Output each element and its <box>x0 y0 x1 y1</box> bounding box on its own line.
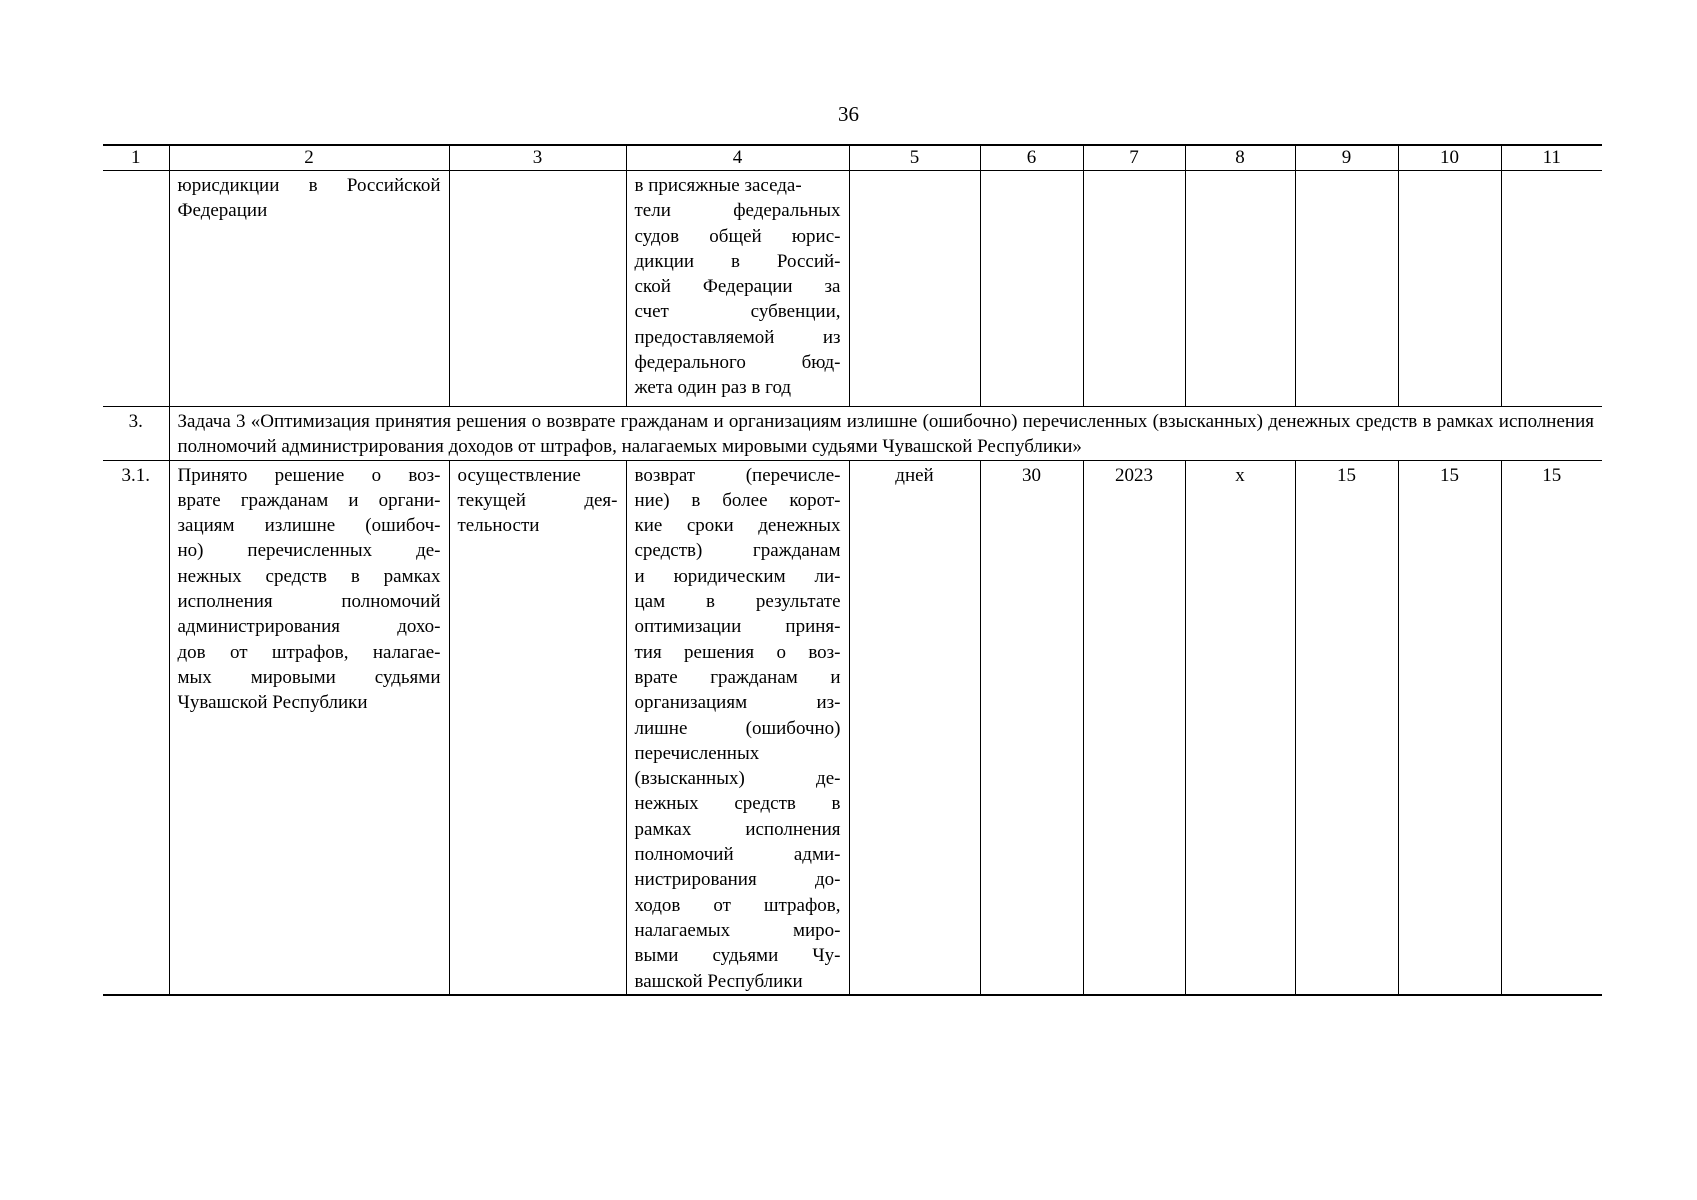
indicator-line: налагаемых миро- <box>634 919 841 941</box>
result-line: но) перечисленных де- <box>177 540 441 562</box>
unit-cell: дней <box>849 460 980 995</box>
result-line: дов от штрафов, налагае- <box>177 641 441 663</box>
cont-result-line: Федерации <box>177 200 268 222</box>
cont-activity-cell <box>449 171 626 407</box>
indicator-line: цам в результате <box>634 591 841 613</box>
indicator-line: нежных средств в <box>634 793 841 815</box>
col-header-4: 4 <box>626 145 849 171</box>
col-header-8: 8 <box>1185 145 1295 171</box>
cell-11: 15 <box>1501 460 1602 995</box>
result-line: врате гражданам и органи- <box>177 489 441 511</box>
result-line: мых мировыми судьями <box>177 666 441 688</box>
indicators-table <box>103 144 1602 996</box>
indicator-line: выми судьями Чу- <box>634 945 841 967</box>
indicator-line: средств) гражданам <box>634 540 841 562</box>
cont-cell-6 <box>980 171 1083 407</box>
task-row <box>103 407 1602 461</box>
result-line: нежных средств в рамках <box>177 565 441 587</box>
cell-7: 2023 <box>1083 460 1185 995</box>
cont-indicator-line: тели федеральных <box>634 200 841 222</box>
indicator-line: и юридическим ли- <box>634 565 841 587</box>
cont-indicator-line: счет субвенции, <box>634 301 841 323</box>
result-line: исполнения полномочий <box>177 591 441 613</box>
task-text: Задача 3 «Оптимизация принятия решения о возврате гражданам и организациям излишне (ошибочно) перечисленных (взысканных) денежных средств в рамках исполнения полномочий администрирования доходов от штрафов, налагаемых мировыми судьями Чувашской Республики» <box>169 407 1602 461</box>
page-number: 36 <box>838 102 859 126</box>
indicator-line: перечисленных <box>634 742 760 764</box>
continuation-row <box>103 171 1602 407</box>
cont-result-cell <box>169 171 449 407</box>
table-row-3-1 <box>103 460 1602 995</box>
activity-cell <box>449 460 626 995</box>
cont-cell-5 <box>849 171 980 407</box>
cont-number-cell <box>103 171 169 407</box>
cont-indicator-cell <box>626 171 849 407</box>
col-header-7: 7 <box>1083 145 1185 171</box>
cell-8: х <box>1185 460 1295 995</box>
cont-indicator-line: дикции в Россий- <box>634 250 841 272</box>
indicator-line: вашской Республики <box>634 970 803 992</box>
activity-line: осуществление <box>457 464 581 486</box>
indicator-line: (взысканных) де- <box>634 768 841 790</box>
cont-result-line: юрисдикции в Российской <box>177 175 441 196</box>
result-cell <box>169 460 449 995</box>
col-header-11: 11 <box>1501 145 1602 171</box>
indicator-line: тия решения о воз- <box>634 641 841 663</box>
col-header-1: 1 <box>103 145 169 171</box>
indicator-line: лишне (ошибочно) <box>634 717 841 739</box>
task-number: 3. <box>103 407 169 461</box>
col-header-5: 5 <box>849 145 980 171</box>
cell-9: 15 <box>1295 460 1398 995</box>
indicator-line: полномочий адми- <box>634 844 841 866</box>
indicator-line: врате гражданам и <box>634 666 841 688</box>
cont-indicator-line: в присяжные заседа- <box>634 175 802 196</box>
cont-indicator-line: федерального бюд- <box>634 352 841 374</box>
indicator-line: оптимизации приня- <box>634 616 841 638</box>
result-line: администрирования дохо- <box>177 616 441 638</box>
indicator-line: организациям из- <box>634 692 841 714</box>
cont-cell-11 <box>1501 171 1602 407</box>
col-header-6: 6 <box>980 145 1083 171</box>
cont-cell-7 <box>1083 171 1185 407</box>
cont-indicator-line: жета один раз в год <box>634 377 792 399</box>
cell-10: 15 <box>1398 460 1501 995</box>
result-line: Чувашской Республики <box>177 692 368 714</box>
indicator-line: кие сроки денежных <box>634 515 841 537</box>
row-number: 3.1. <box>103 460 169 995</box>
cont-cell-10 <box>1398 171 1501 407</box>
cont-indicator-line: ской Федерации за <box>634 276 841 298</box>
col-header-2: 2 <box>169 145 449 171</box>
cont-cell-8 <box>1185 171 1295 407</box>
col-header-10: 10 <box>1398 145 1501 171</box>
indicator-line: нистрирования до- <box>634 869 841 891</box>
col-header-9: 9 <box>1295 145 1398 171</box>
activity-line: тельности <box>457 515 540 537</box>
indicator-line: рамках исполнения <box>634 818 841 840</box>
indicator-cell <box>626 460 849 995</box>
column-number-header-row <box>103 145 1602 171</box>
indicator-line: ние) в более корот- <box>634 489 841 511</box>
col-header-3: 3 <box>449 145 626 171</box>
result-line: зациям излишне (ошибоч- <box>177 515 441 537</box>
cont-indicator-line: предоставляемой из <box>634 326 841 348</box>
result-line: Принято решение о воз- <box>177 464 441 486</box>
cont-cell-9 <box>1295 171 1398 407</box>
cell-6: 30 <box>980 460 1083 995</box>
indicator-line: ходов от штрафов, <box>634 894 841 916</box>
indicator-line: возврат (перечисле- <box>634 464 841 486</box>
cont-indicator-line: судов общей юрис- <box>634 225 841 247</box>
activity-line: текущей дея- <box>457 489 618 511</box>
